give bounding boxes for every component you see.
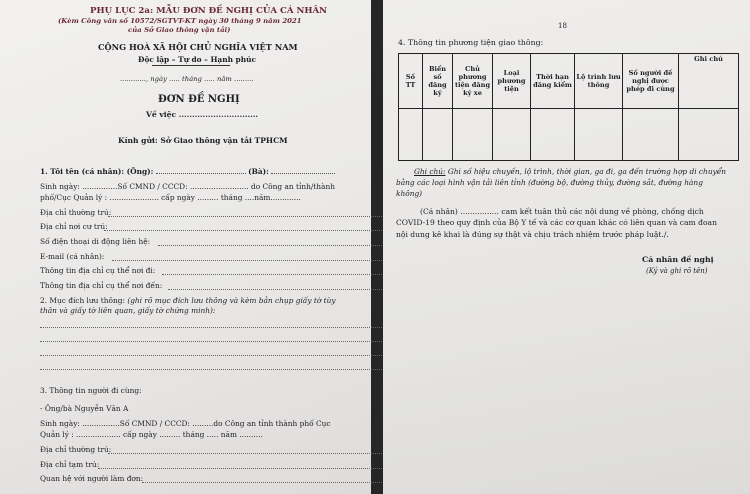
document-reference-line2: của Sở Giao thông vận tải)	[128, 26, 231, 34]
addressee-line: Kính gửi: Sở Giao thông vận tải TPHCM	[118, 136, 288, 145]
col-header-notes: Ghi chú	[679, 54, 739, 109]
vehicle-info-table	[398, 53, 739, 161]
applicant-permanent-address-label: Địa chỉ thường trú:	[40, 208, 112, 217]
travel-purpose-note2: thân và giấy tờ liên quan, giấy tờ chứng minh):	[40, 306, 216, 315]
signer-note: (Ký và ghi rõ tên)	[646, 267, 708, 275]
table-header-row	[399, 54, 739, 109]
note-body: Ghi số hiệu chuyến, lộ trình, thời gian, ga đi, ga đến trường hợp di chuyển bằng các loại hình vận tải liên tỉnh (đường bộ, đường thủy, đường sắt, đường hàng không)	[396, 167, 727, 199]
applicant-name-field[interactable]	[156, 166, 246, 174]
companion-permanent-address-label: Địa chỉ thường trú:	[40, 445, 112, 454]
note-paragraph	[396, 166, 728, 199]
travel-purpose-label: 2. Mục đích lưu thông:	[40, 296, 125, 305]
applicant-residence-label: Địa chỉ nơi cư trú:	[40, 222, 108, 231]
form-title: ĐƠN ĐỀ NGHỊ	[158, 94, 240, 105]
applicant-mrs-label: (Bà):	[248, 167, 269, 176]
applicant-phone-label: Số điện thoại di động liên hệ:	[40, 237, 151, 246]
applicant-issuer-row: phố/Cục Quản lý : ..................... cấp ngày ......... tháng ....năm.............	[40, 193, 301, 202]
applicant-mrs-field[interactable]	[271, 166, 335, 174]
applicant-name-label: 1. Tôi tên (cá nhân): (Ông):	[40, 167, 154, 176]
companion-birth-row: Sinh ngày: ................Số CMND / CCCD: .........do Công an tỉnh thành phố Cục	[40, 419, 331, 428]
companion-section-label: 3. Thông tin người đi cùng:	[40, 386, 142, 395]
col-header-inspection: Thời hạn đăng kiểm	[531, 54, 575, 109]
table-cell[interactable]	[399, 109, 423, 161]
national-motto: Độc lập – Tự do – Hạnh phúc	[138, 55, 256, 64]
note-label: Ghi chú:	[414, 167, 446, 176]
departure-address-label: Thông tin địa chỉ cụ thể nơi đi:	[40, 266, 156, 275]
vehicle-section-label: 4. Thông tin phương tiện giao thông:	[398, 38, 544, 47]
col-header-vehicle-type: Loại phương tiện	[493, 54, 531, 109]
table-cell[interactable]	[453, 109, 493, 161]
appendix-title: PHỤ LỤC 2a: MẪU ĐƠN ĐỀ NGHỊ CỦA CÁ NHÂN	[90, 6, 328, 16]
motto-underline	[152, 65, 230, 66]
destination-address-label: Thông tin địa chỉ cụ thể nơi đến:	[40, 281, 163, 290]
applicant-email-label: E-mail (cá nhân):	[40, 252, 105, 261]
table-cell[interactable]	[493, 109, 531, 161]
col-header-passengers: Số người đề nghị được phép đi cùng	[623, 54, 679, 109]
col-header-order: Số TT	[399, 54, 423, 109]
col-header-route: Lộ trình lưu thông	[575, 54, 623, 109]
signer-title: Cá nhân đề nghị	[642, 255, 714, 264]
table-cell[interactable]	[531, 109, 575, 161]
page-number: 18	[558, 22, 567, 30]
applicant-birth-row: Sinh ngày: ...............Số CMND / CCCD: ......................... do Công an tỉnh/thành	[40, 182, 335, 191]
companion-relationship-label: Quan hệ với người làm đơn:	[40, 474, 144, 483]
date-line: ............, ngày ..... tháng ..... năm .........	[120, 75, 254, 83]
col-header-owner: Chủ phương tiện đăng ký xe	[453, 54, 493, 109]
companion-temp-address-label: Địa chỉ tạm trú:	[40, 460, 100, 469]
table-cell[interactable]	[423, 109, 453, 161]
travel-purpose-note1: (ghi rõ mục đích lưu thông và kèm bản chụp giấy tờ tùy	[127, 296, 336, 305]
document-reference-line1: (Kèm Công văn số 10572/SGTVT-KT ngày 30 tháng 9 năm 2021	[58, 17, 302, 25]
regarding-line: Về việc ..............................	[146, 110, 259, 119]
national-title: CỘNG HOÀ XÃ HỘI CHỦ NGHĨA VIỆT NAM	[98, 42, 298, 52]
companion-name: - Ông/bà Nguyễn Văn A	[40, 404, 129, 413]
col-header-plate: Biển số đăng ký	[423, 54, 453, 109]
commitment-paragraph: (Cá nhân) ................ cam kết tuân thủ các nội dung về phòng, chống dịch COVID-19 theo quy định của Bộ Y tế và các cơ quan khác có liên quan và cam đoan nội dung kê khai là đúng sự thật và chịu trách nhiệm trước pháp luật./.	[396, 207, 717, 239]
table-cell[interactable]	[679, 109, 739, 161]
companion-issuer-row: Quản lý : ................... cấp ngày ......... tháng ..... năm ..........	[40, 430, 263, 439]
table-row[interactable]	[399, 109, 739, 161]
table-cell[interactable]	[575, 109, 623, 161]
table-cell[interactable]	[623, 109, 679, 161]
